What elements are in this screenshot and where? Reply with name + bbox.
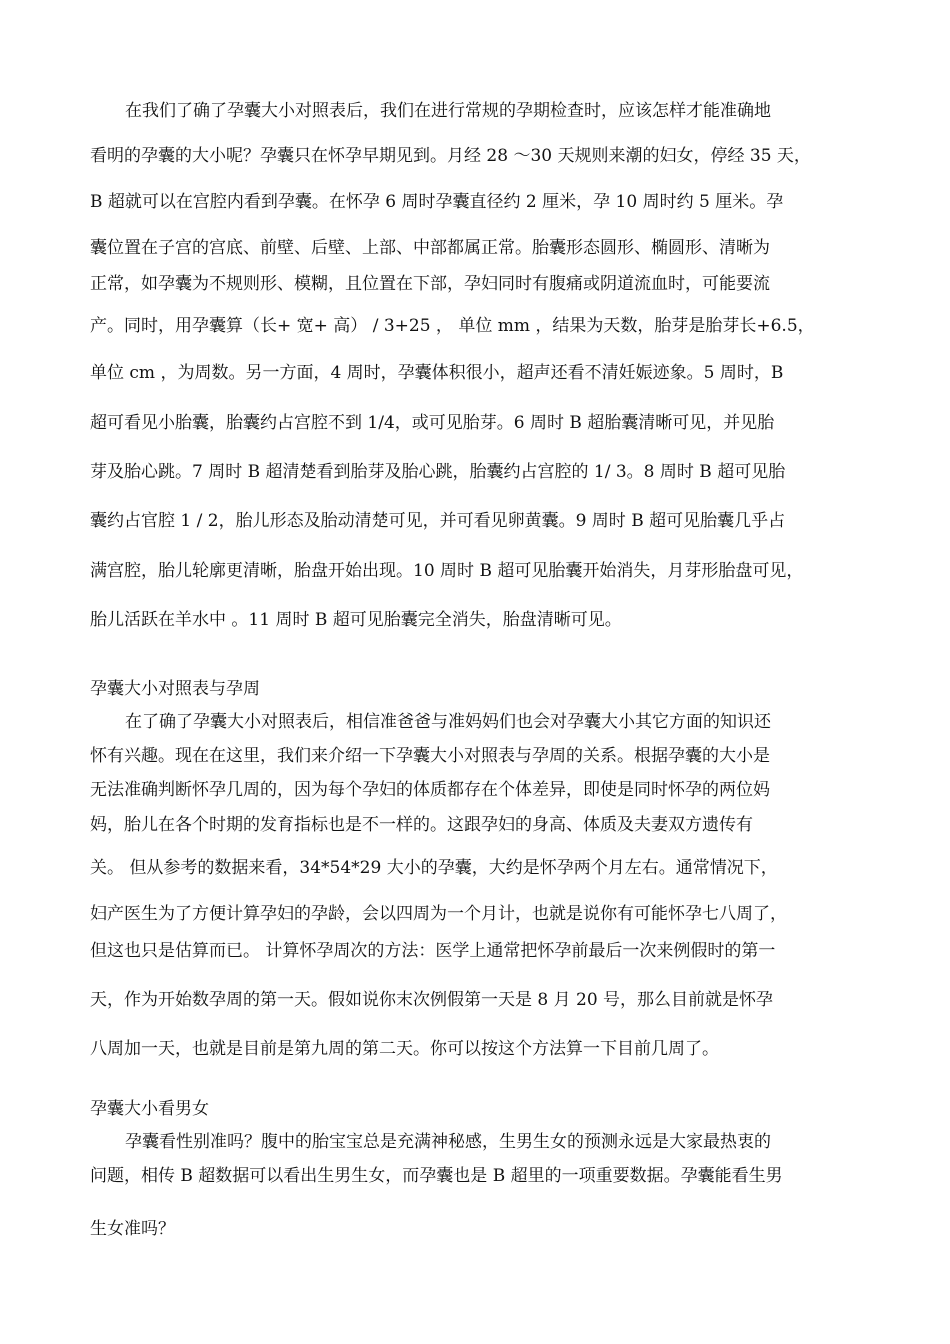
paragraph-line: 在了确了孕囊大小对照表后，相信准爸爸与准妈妈们也会对孕囊大小其它方面的知识还	[125, 712, 771, 732]
paragraph-line: 孕囊看性别准吗？腹中的胎宝宝总是充满神秘感，生男生女的预测永远是大家最热衷的	[125, 1132, 771, 1152]
paragraph-line: 满宫腔，胎儿轮廓更清晰，胎盘开始出现。10 周时 B 超可见胎囊开始消失，月芽形胎盘可见，	[90, 561, 804, 581]
paragraph-line: 囊位置在子宫的宫底、前壁、后壁、上部、中部都属正常。胎囊形态圆形、椭圆形、清晰为	[90, 238, 770, 258]
paragraph-line: 单位 cm ，为周数。另一方面，4 周时，孕囊体积很小，超声还看不清妊娠迹象。5 周时，B	[90, 363, 784, 383]
paragraph-line: 妇产医生为了方便计算孕妇的孕龄，会以四周为一个月计，也就是说你有可能怀孕七八周了，	[90, 904, 787, 924]
paragraph-line: 超可看见小胎囊，胎囊约占宫腔不到 1/4，或可见胎芽。6 周时 B 超胎囊清晰可见，并见胎	[90, 413, 775, 433]
paragraph-line: 产。同时，用孕囊算（长+ 宽+ 高） / 3+25 ， 单位 mm ，结果为天数，胎芽是胎芽长+6.5，	[90, 316, 815, 336]
section-heading: 孕囊大小看男女	[90, 1099, 209, 1119]
paragraph-line: B 超就可以在宫腔内看到孕囊。在怀孕 6 周时孕囊直径约 2 厘米，孕 10 周时约 5 厘米。孕	[90, 192, 784, 212]
paragraph-line: 囊约占官腔 1 / 2，胎儿形态及胎动清楚可见，并可看见卵黄囊。9 周时 B 超可见胎囊几乎占	[90, 511, 786, 531]
paragraph-line: 胎儿活跃在羊水中 。11 周时 B 超可见胎囊完全消失，胎盘清晰可见。	[90, 610, 622, 630]
paragraph-line: 八周加一天，也就是目前是第九周的第二天。你可以按这个方法算一下目前几周了。	[90, 1039, 719, 1059]
paragraph-line: 怀有兴趣。现在在这里，我们来介绍一下孕囊大小对照表与孕周的关系。根据孕囊的大小是	[90, 746, 770, 766]
paragraph-line: 正常，如孕囊为不规则形、模糊，且位置在下部，孕妇同时有腹痛或阴道流血时，可能要流	[90, 274, 770, 294]
section-heading: 孕囊大小对照表与孕周	[90, 679, 260, 699]
paragraph-line: 天，作为开始数孕周的第一天。假如说你末次例假第一天是 8 月 20 号，那么目前就是怀孕	[90, 990, 774, 1010]
paragraph-line: 问题，相传 B 超数据可以看出生男生女，而孕囊也是 B 超里的一项重要数据。孕囊能看生男	[90, 1166, 783, 1186]
paragraph-line: 在我们了确了孕囊大小对照表后，我们在进行常规的孕期检查时，应该怎样才能准确地	[125, 101, 771, 121]
paragraph-line: 无法准确判断怀孕几周的，因为每个孕妇的体质都存在个体差异，即使是同时怀孕的两位妈	[90, 780, 770, 800]
paragraph-line: 关。 但从参考的数据来看，34*54*29 大小的孕囊，大约是怀孕两个月左右。通常情况下，	[90, 858, 778, 878]
paragraph-line: 芽及胎心跳。7 周时 B 超清楚看到胎芽及胎心跳，胎囊约占宫腔的 1/ 3。8 周时 B 超可见胎	[90, 462, 786, 482]
paragraph-line: 看明的孕囊的大小呢？孕囊只在怀孕早期见到。月经 28 ～30 天规则来潮的妇女，停经 35 天，	[90, 146, 811, 166]
paragraph-line: 但这也只是估算而已。 计算怀孕周次的方法：医学上通常把怀孕前最后一次来例假时的第一	[90, 941, 776, 961]
paragraph-line: 妈，胎儿在各个时期的发育指标也是不一样的。这跟孕妇的身高、体质及夫妻双方遗传有	[90, 815, 753, 835]
paragraph-line: 生女准吗？	[90, 1219, 175, 1239]
